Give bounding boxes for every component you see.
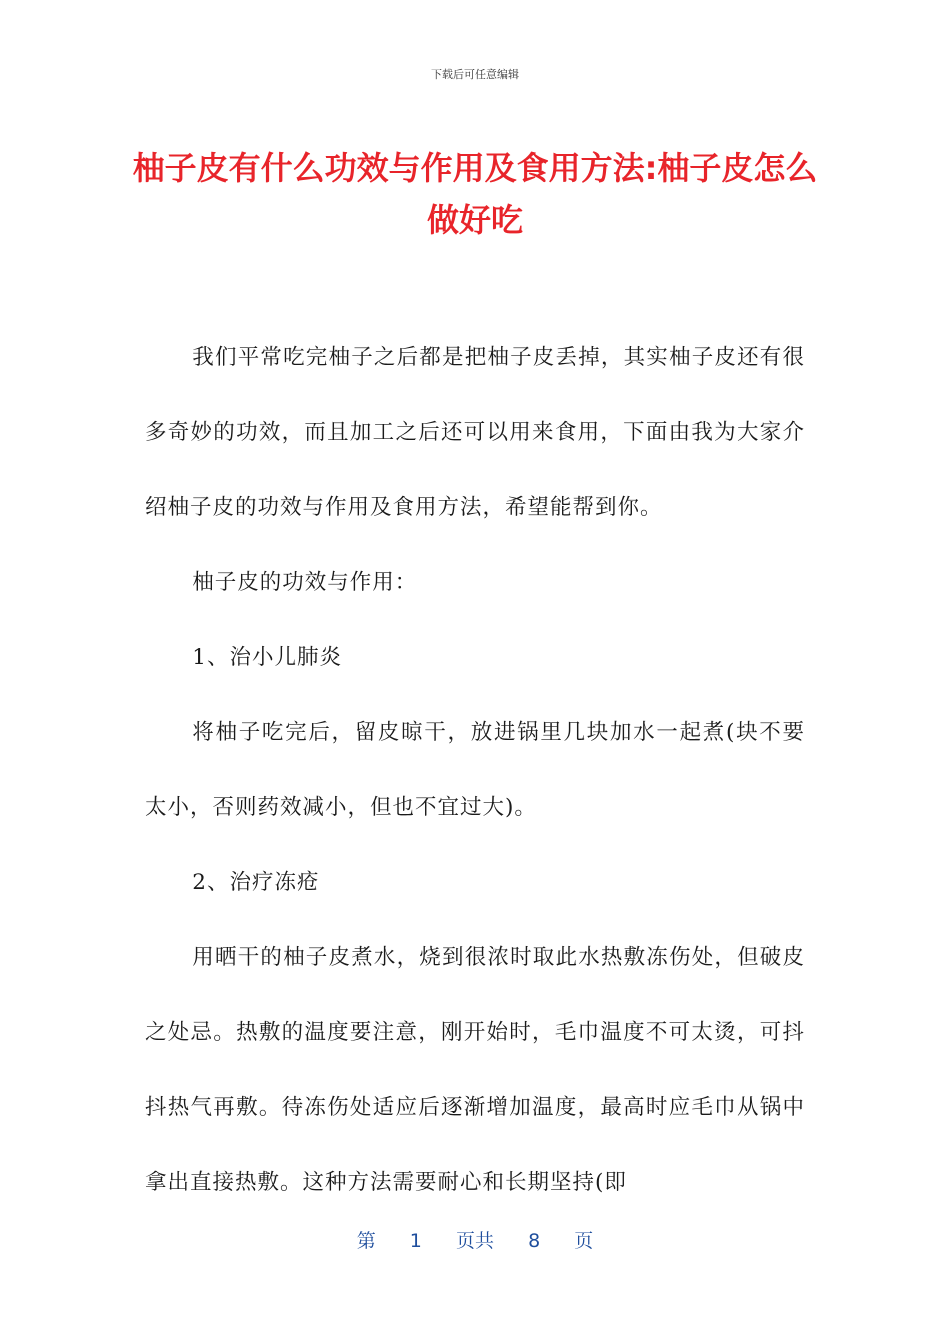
paragraph-section-heading: 柚子皮的功效与作用： bbox=[192, 570, 418, 595]
document-body bbox=[145, 320, 805, 1220]
paragraph-intro: 我们平常吃完柚子之后都是把柚子皮丢掉，其实柚子皮还有很多奇妙的功效，而且加工之后还可以用来食用，下面由我为大家介绍柚子皮的功效与作用及食用方法，希望能帮到你。 bbox=[145, 345, 805, 520]
page-number-footer bbox=[0, 1226, 950, 1253]
header-note: 下载后可任意编辑 bbox=[431, 68, 519, 81]
paragraph-item-2-body: 用晒干的柚子皮煮水，烧到很浓时取此水热敷冻伤处，但破皮之处忌。热敷的温度要注意，刚开始时，毛巾温度不可太烫，可抖抖热气再敷。待冻伤处适应后逐渐增加温度，最高时应毛巾从锅中拿出直接热敷。这种方法需要耐心和长期坚持(即 bbox=[145, 945, 805, 1195]
footer-total-pages: 8 bbox=[528, 1230, 541, 1252]
document-title: 柚子皮有什么功效与作用及食用方法:柚子皮怎么做好吃 bbox=[132, 149, 818, 239]
footer-suffix: 页 bbox=[574, 1230, 594, 1252]
footer-middle: 页共 bbox=[455, 1230, 494, 1252]
paragraph-item-1-body: 将柚子吃完后，留皮晾干，放进锅里几块加水一起煮(块不要太小，否则药效减小，但也不宜过大)。 bbox=[145, 720, 805, 820]
paragraph-item-1-heading: 1、治小儿肺炎 bbox=[192, 645, 342, 670]
footer-prefix: 第 bbox=[356, 1230, 376, 1252]
paragraph-item-2-heading: 2、治疗冻疮 bbox=[192, 870, 320, 895]
footer-current-page: 1 bbox=[409, 1230, 422, 1252]
